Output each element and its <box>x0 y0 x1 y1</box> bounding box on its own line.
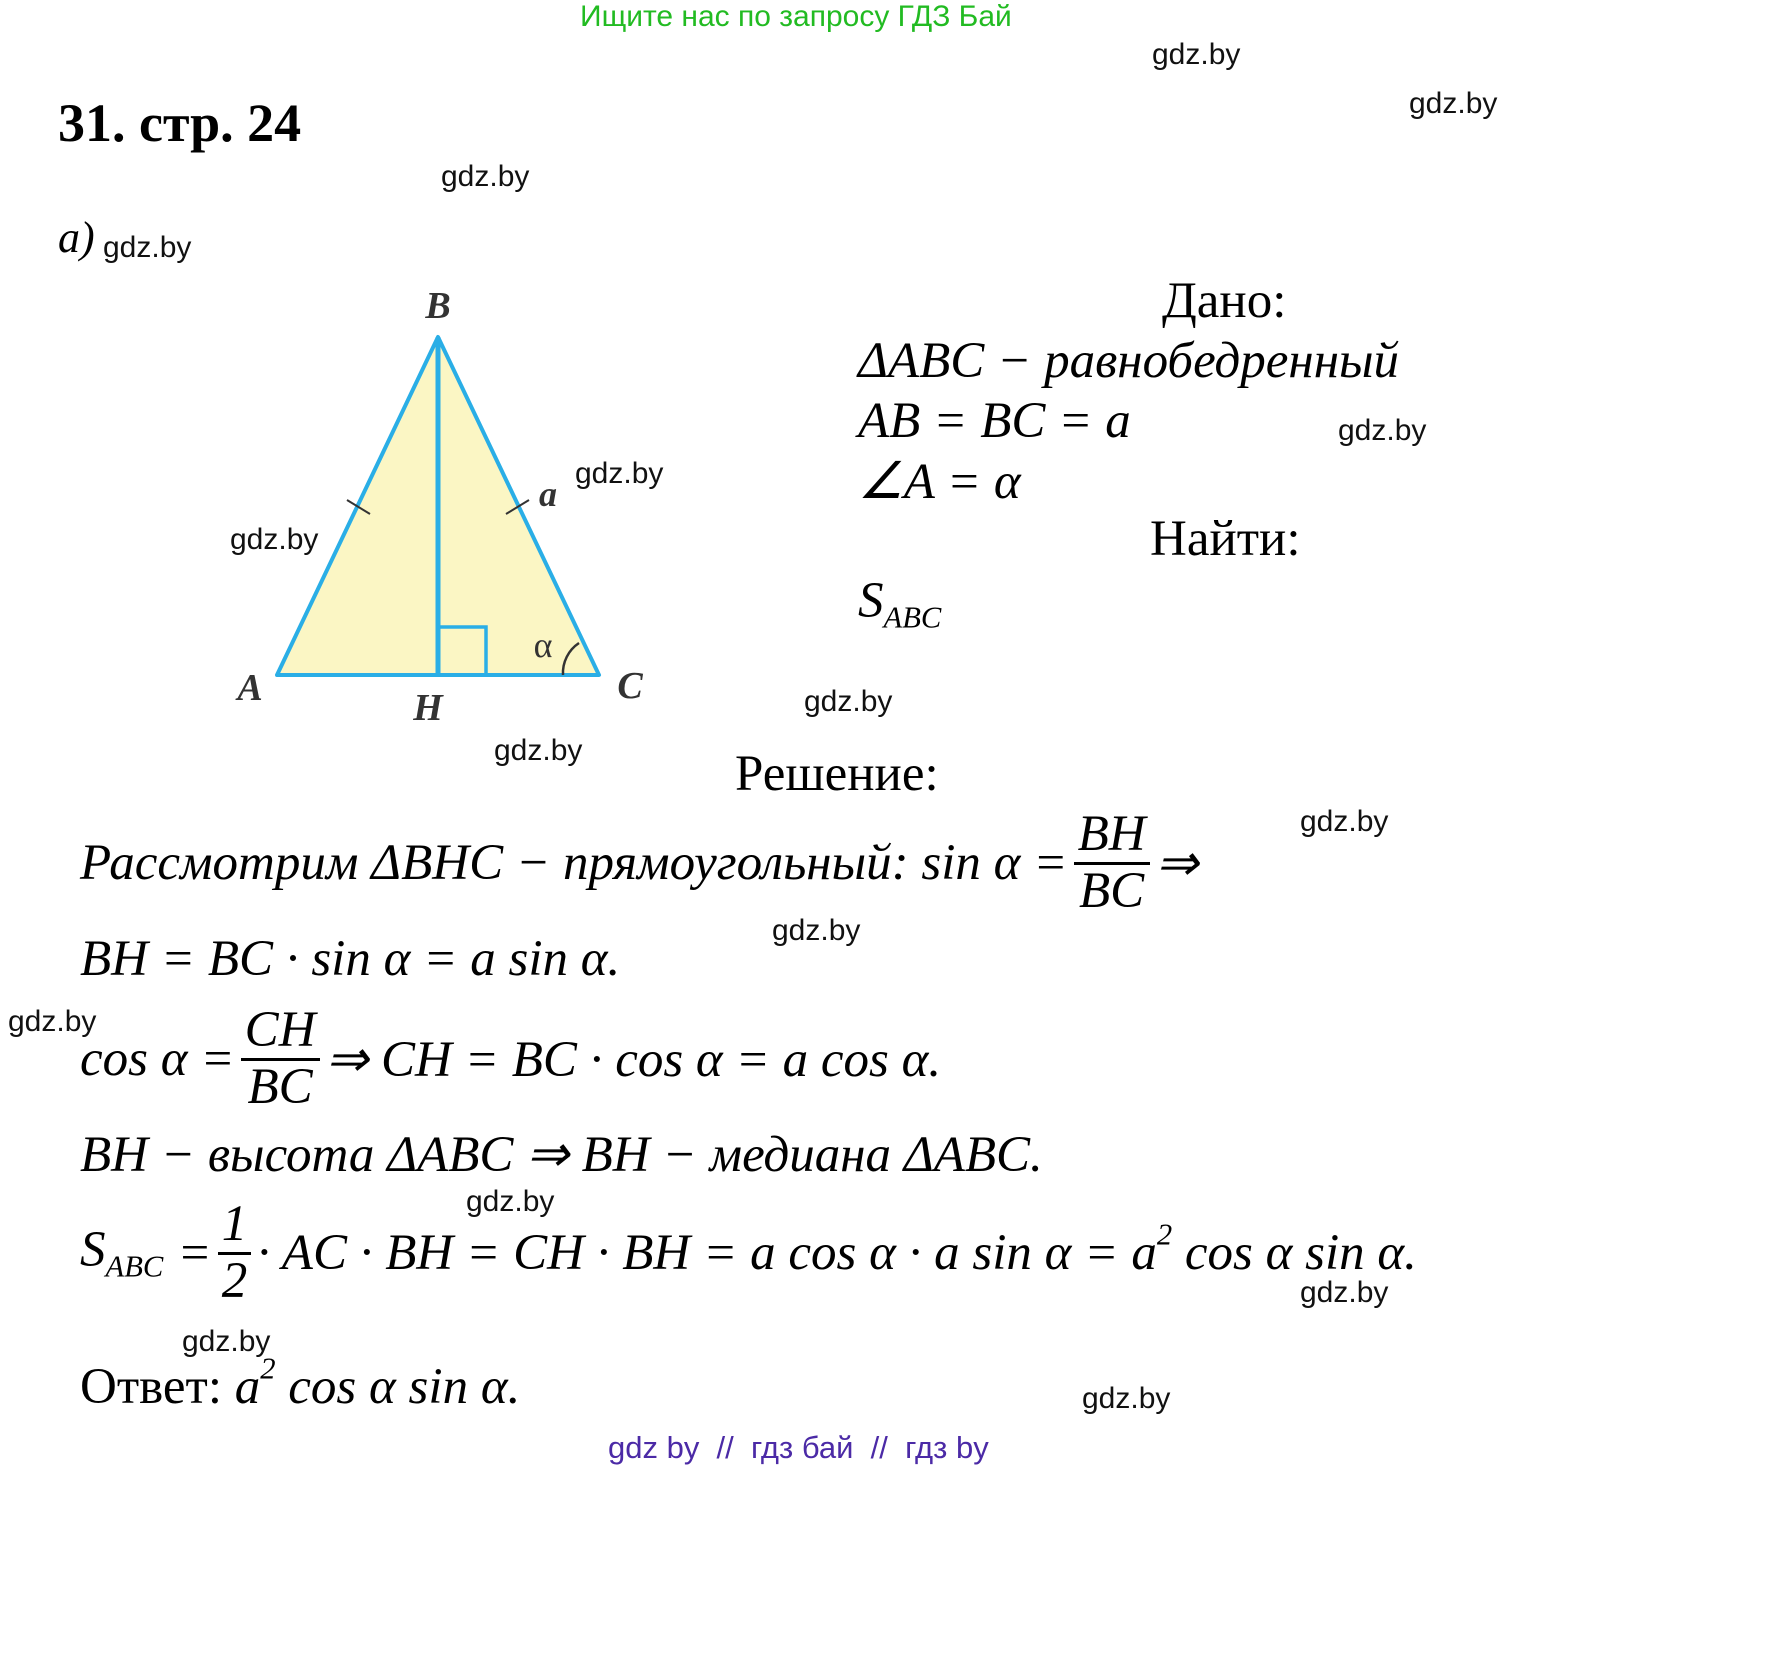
vertex-label-c: C <box>617 665 643 707</box>
watermark: gdz.by <box>1300 805 1389 838</box>
area-subscript: ABC <box>105 1249 164 1284</box>
answer-label: Ответ: <box>80 1359 222 1415</box>
part-label: a) <box>58 213 95 262</box>
fraction-denominator: BC <box>1078 862 1145 919</box>
watermark: gdz.by <box>772 914 861 947</box>
solution-line-5 <box>80 1190 1417 1316</box>
implies-symbol: ⇒ <box>1155 835 1199 892</box>
triangle-figure <box>220 280 680 740</box>
fraction-denominator: 2 <box>221 1252 248 1309</box>
watermark: gdz.by <box>575 457 664 490</box>
watermark: gdz.by <box>804 685 893 718</box>
fraction-bh-bc <box>1074 805 1150 919</box>
answer-value <box>234 1351 521 1415</box>
side-label-a: a <box>539 474 557 514</box>
watermark: gdz.by <box>1338 414 1427 447</box>
area-symbol: S <box>80 1222 106 1279</box>
vertex-label-b: B <box>425 285 451 327</box>
watermark: gdz.by <box>441 160 530 193</box>
watermark: gdz.by <box>494 734 583 767</box>
watermark: gdz.by <box>1082 1382 1171 1415</box>
solution-line-5-rest <box>257 1217 1417 1282</box>
watermark: gdz.by <box>182 1325 271 1358</box>
area-expression <box>80 1221 163 1285</box>
footer-links: gdz by // гдз бай // гдз by <box>608 1430 989 1465</box>
solution-line-3 <box>80 996 941 1122</box>
fraction-denominator: BC <box>247 1058 313 1115</box>
solution-line-4: BH − высота ΔABC ⇒ BH − медиана ΔABC. <box>80 1127 1043 1183</box>
equals-symbol: = <box>177 1225 212 1281</box>
watermark: gdz.by <box>1152 38 1241 71</box>
solution-line-1-text: Рассмотрим ΔBHC − прямоугольный: sin α = <box>80 835 1068 891</box>
given-line-2: AB = BC = a <box>858 393 1131 449</box>
fraction-ch-bc <box>241 1001 320 1115</box>
solution-line-3-left: cos α = <box>80 1031 235 1087</box>
given-heading: Дано: <box>1162 273 1287 329</box>
area-subscript: ABC <box>883 600 942 635</box>
solution-line-2: BH = BC · sin α = a sin α. <box>80 931 621 987</box>
find-value <box>858 572 941 636</box>
problem-title: 31. стр. 24 <box>58 93 302 153</box>
vertex-label-a: A <box>237 667 263 709</box>
area-symbol: S <box>858 573 884 629</box>
answer-rest: cos α sin α. <box>288 1359 521 1415</box>
answer-line <box>80 1351 521 1416</box>
watermark: gdz.by <box>466 1185 555 1218</box>
watermark: gdz.by <box>8 1005 97 1038</box>
solution-line-5-end: cos α sin α. <box>1184 1225 1417 1281</box>
given-line-3: ∠A = α <box>858 454 1021 510</box>
answer-base: a <box>234 1359 261 1415</box>
fraction-one-half <box>218 1195 252 1309</box>
angle-label-alpha: α <box>533 625 553 665</box>
solution-line-3-right: ⇒ CH = BC · cos α = a cos α. <box>325 1031 942 1088</box>
search-banner: Ищите нас по запросу ГДЗ Бай <box>580 0 1012 33</box>
fraction-numerator: BH <box>1074 808 1150 865</box>
watermark: gdz.by <box>1409 87 1498 120</box>
solution-line-1 <box>80 800 1198 926</box>
solution-heading: Решение: <box>735 746 939 802</box>
watermark: gdz.by <box>230 523 319 556</box>
point-label-h: H <box>413 687 443 729</box>
find-heading: Найти: <box>1150 511 1301 567</box>
exponent: 2 <box>1156 1217 1173 1252</box>
watermark: gdz.by <box>1300 1276 1389 1309</box>
fraction-numerator: 1 <box>218 1198 252 1255</box>
fraction-numerator: CH <box>241 1004 320 1061</box>
solution-line-5-text: · AC · BH = CH · BH = a cos α · a sin α = a <box>257 1225 1157 1281</box>
given-line-1: ΔABC − равнобедренный <box>858 333 1400 389</box>
watermark: gdz.by <box>103 231 192 264</box>
exponent: 2 <box>260 1351 276 1386</box>
